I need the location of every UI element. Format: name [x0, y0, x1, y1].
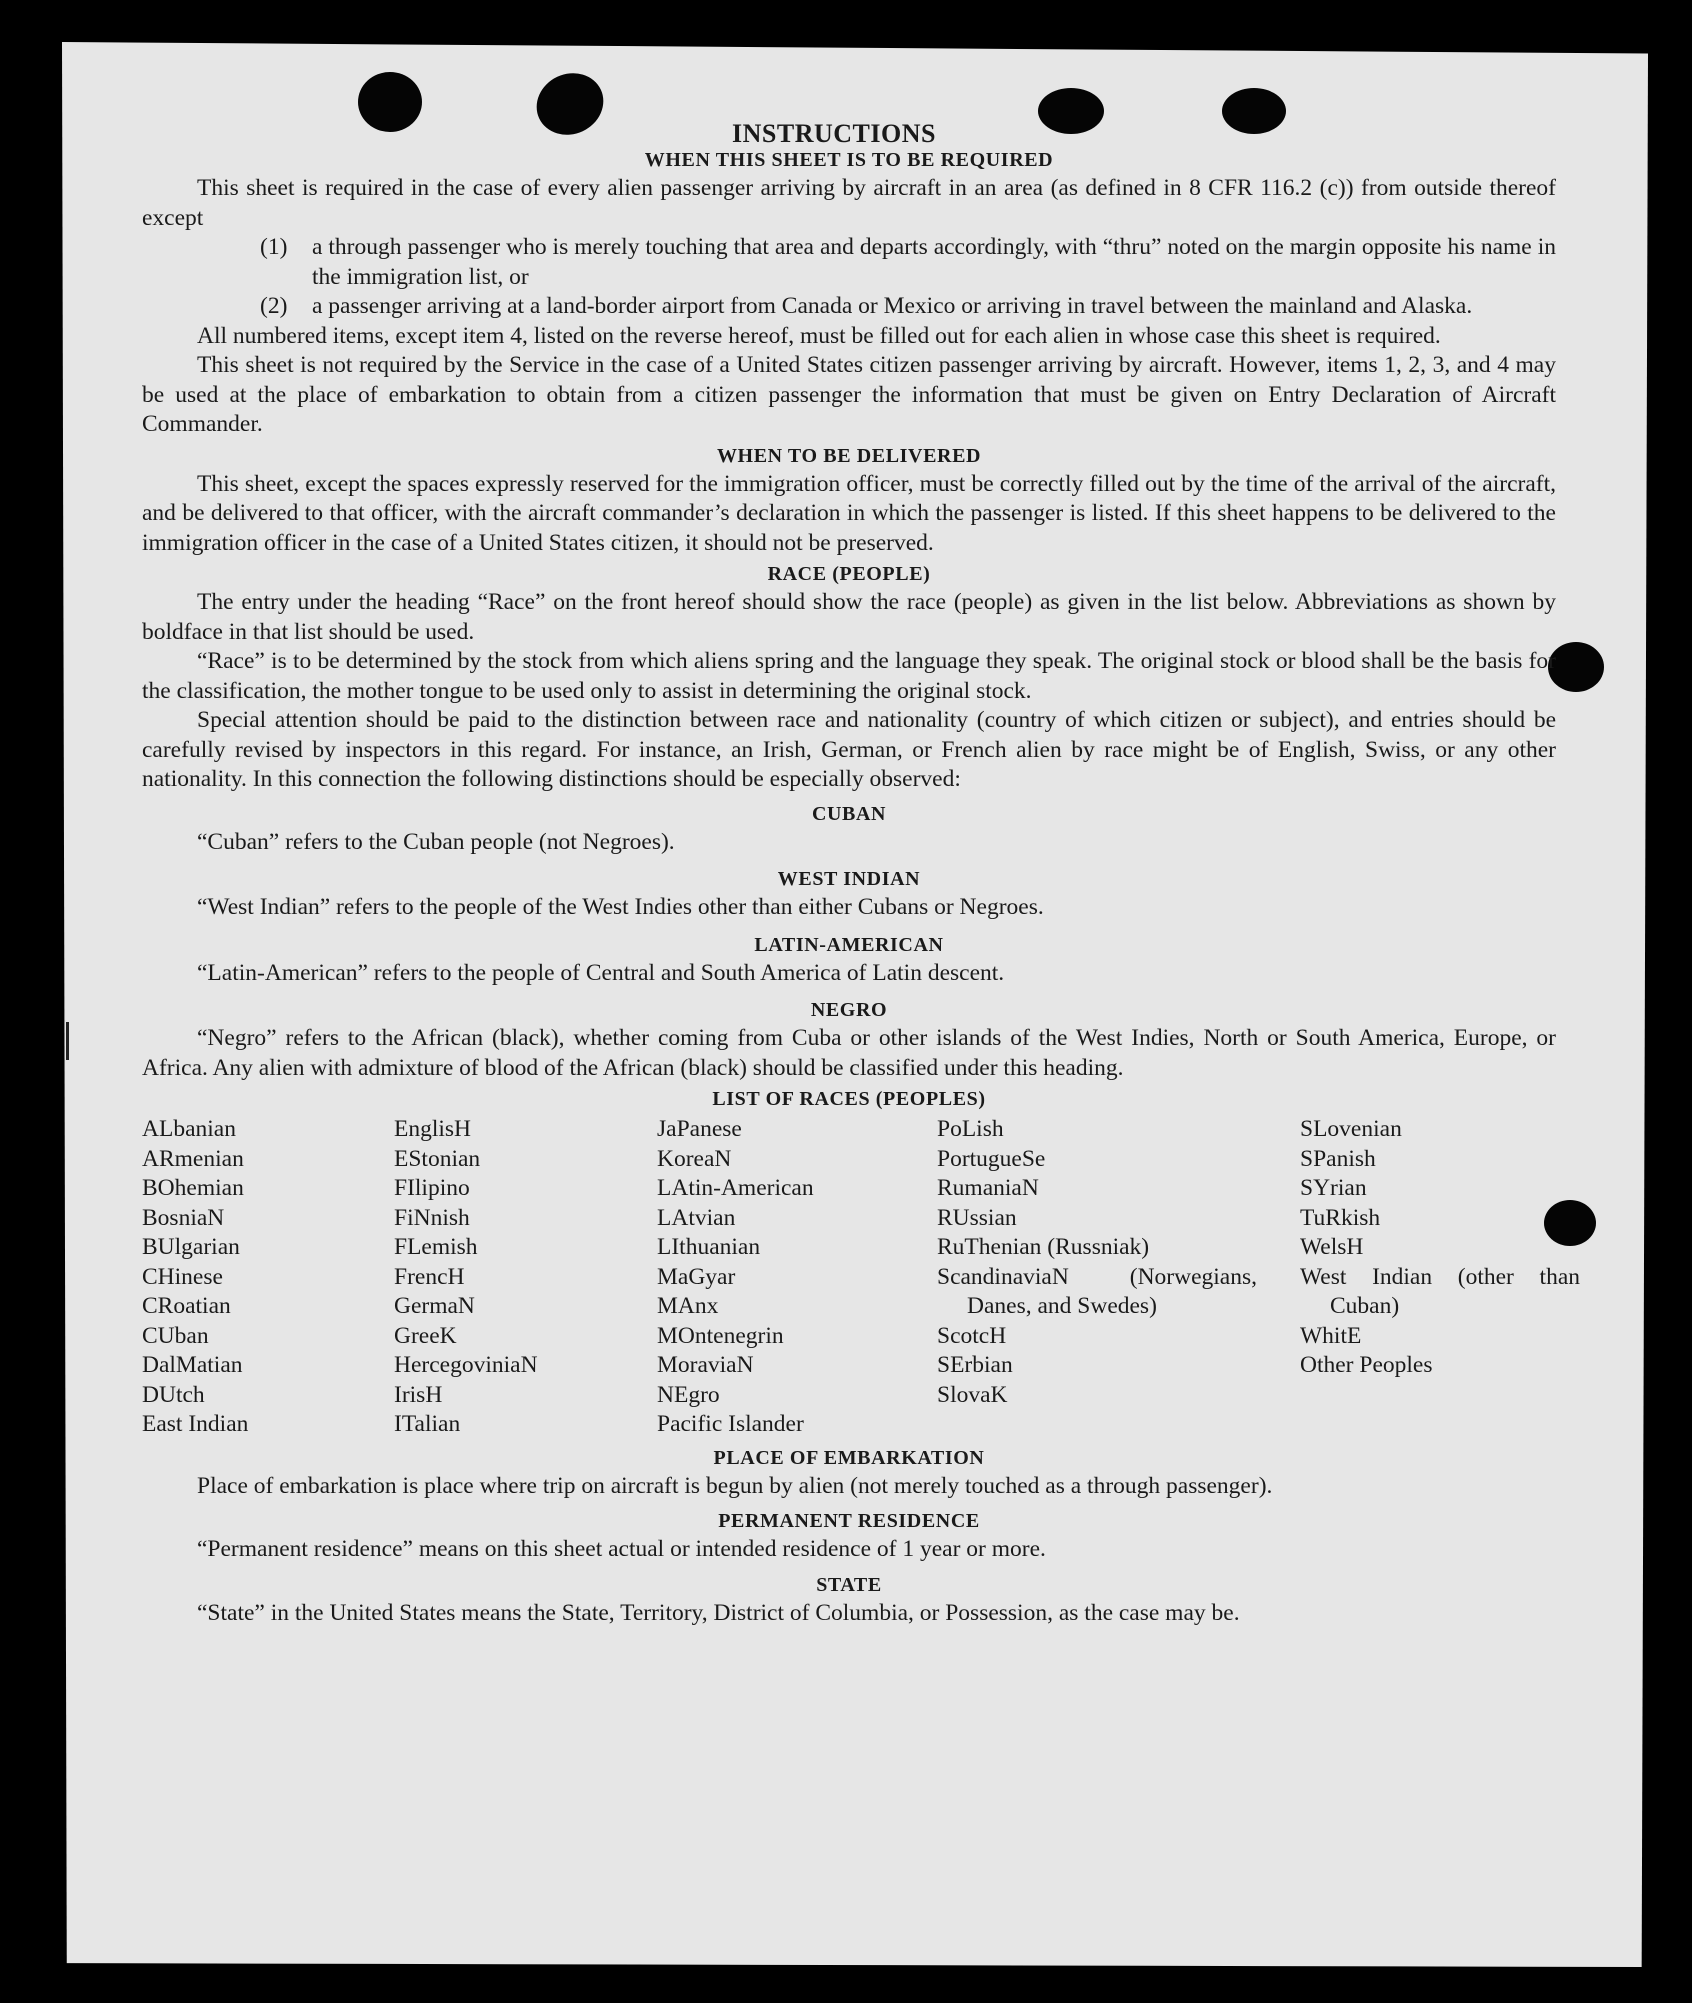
item-text: a through passenger who is merely touching that area and departs accordingly, with “thru” noted on the margin opposite his name in the immigration list, or: [312, 234, 1556, 290]
item-number: (2): [260, 293, 288, 319]
race-entry: LAtin-American: [657, 1175, 814, 1201]
heading-list-of-races: LIST OF RACES (PEOPLES): [712, 1088, 986, 1110]
race-entry: DalMatian: [142, 1352, 243, 1378]
paragraph: “West Indian” refers to the people of the West Indies other than either Cubans or Negroes.: [197, 894, 1044, 920]
heading-negro: NEGRO: [810, 999, 888, 1021]
heading-state: STATE: [816, 1573, 882, 1596]
race-entry: WhitE: [1300, 1322, 1362, 1349]
race-entry: ALbanian: [142, 1116, 236, 1142]
heading-latin-american: LATIN-AMERICAN: [754, 933, 944, 956]
paragraph: “Latin-American” refers to the people of Central and South America of Latin descent.: [197, 959, 1005, 986]
race-column: [657, 1115, 937, 1440]
race-entry: Pacific Islander: [657, 1411, 804, 1437]
race-entry: SErbian: [937, 1352, 1013, 1378]
race-entry: FrencH: [394, 1263, 465, 1290]
paragraph: This sheet is not required by the Service in the case of a United States citizen passenger arriving by aircraft. However, items 1, 2, 3, and 4 may be used at the place of embarkation to obtain from a citizen passenger the information that must be given on Entry Declaration of Aircraft Commander.: [142, 352, 1556, 437]
race-entry: RumaniaN: [937, 1175, 1039, 1201]
paragraph: This sheet is required in the case of every alien passenger arriving by aircraft in an area (as defined in 8 CFR 116.2 (c)) from outside thereof except: [142, 175, 1556, 231]
race-entry: HercegoviniaN: [394, 1352, 538, 1378]
heading-when-required: WHEN THIS SHEET IS TO BE REQUIRED: [644, 149, 1054, 171]
race-entry: PoLish: [937, 1116, 1004, 1142]
race-entry: SYrian: [1300, 1175, 1367, 1201]
race-entry: BosniaN: [142, 1204, 225, 1231]
race-entry: NEgro: [657, 1381, 720, 1408]
race-entry: GermaN: [394, 1293, 475, 1319]
punch-hole: [1548, 642, 1604, 692]
race-list: [142, 1115, 1580, 1440]
list-item: [142, 292, 1556, 322]
race-column: [142, 1115, 394, 1440]
paragraph: “Negro” refers to the African (black), whether coming from Cuba or other islands of the West Indies, North or South America, Europe, or Africa. Any alien with admixture of blood of the African (black) should be classified under this heading.: [142, 1025, 1556, 1081]
race-entry: FLemish: [394, 1234, 478, 1260]
paragraph: “State” in the United States means the State, Territory, District of Columbia, or Possession, as the case may be.: [197, 1599, 1240, 1626]
race-entry: BOhemian: [142, 1175, 244, 1201]
race-entry: CUban: [142, 1322, 209, 1349]
heading-place-of-embarkation: PLACE OF EMBARKATION: [713, 1446, 985, 1469]
race-entry: DUtch: [142, 1381, 205, 1408]
paragraph: “Permanent residence” means on this sheet actual or intended residence of 1 year or more.: [197, 1536, 1046, 1562]
heading-permanent-residence: PERMANENT RESIDENCE: [718, 1510, 980, 1532]
paragraph: Place of embarkation is place where trip on aircraft is begun by alien (not merely touched as a through passenger).: [197, 1472, 1273, 1499]
race-column: [937, 1115, 1300, 1440]
race-entry: East Indian: [142, 1411, 249, 1437]
race-entry: Other Peoples: [1300, 1352, 1433, 1378]
paragraph: Special attention should be paid to the distinction between race and nationality (country of which citizen or subject), and entries should be carefully revised by inspectors in this regard. For instance, an Irish, German, or French alien by race might be of English, Swiss, or any other nationality. In this connection the following distinctions should be especially observed:: [142, 707, 1556, 792]
race-column: [394, 1115, 657, 1440]
heading-cuban: CUBAN: [811, 802, 887, 825]
race-entry: MAnx: [657, 1293, 719, 1319]
margin-mark: [66, 1022, 69, 1060]
race-entry: SLovenian: [1300, 1116, 1402, 1142]
race-entry: MaGyar: [657, 1263, 736, 1290]
race-entry: EStonian: [394, 1145, 481, 1172]
race-entry: PortugueSe: [937, 1145, 1046, 1172]
race-entry: TuRkish: [1300, 1204, 1381, 1231]
paragraph: All numbered items, except item 4, listed on the reverse hereof, must be filled out for each alien in whose case this sheet is required.: [197, 322, 1441, 349]
race-entry: ScandinaviaN (Norwegians, Danes, and Swedes): [937, 1263, 1257, 1319]
heading-race: RACE (PEOPLE): [767, 563, 931, 585]
instructions-content: [142, 118, 1580, 1628]
paragraph: This sheet, except the spaces expressly reserved for the immigration officer, must be correctly filled out by the time of the arrival of the aircraft, and be delivered to that officer, with the aircraft commander’s declaration in which the passenger is listed. If this sheet happens to be delivered to the immigration officer in the case of a United States citizen, it should not be preserved.: [142, 470, 1556, 556]
race-entry: SPanish: [1300, 1145, 1376, 1172]
item-number: (1): [260, 234, 288, 260]
race-entry: CHinese: [142, 1263, 223, 1290]
race-entry: BUlgarian: [142, 1234, 240, 1260]
race-entry: JaPanese: [657, 1116, 742, 1142]
race-entry: EnglisH: [394, 1116, 472, 1142]
race-entry: WelsH: [1300, 1234, 1364, 1260]
race-entry: GreeK: [394, 1322, 457, 1349]
race-entry: SlovaK: [937, 1381, 1008, 1408]
race-column: [1300, 1115, 1580, 1440]
race-entry: FiNnish: [394, 1204, 470, 1231]
race-entry: West Indian (other than Cuban): [1300, 1263, 1580, 1319]
race-entry: ScotcH: [937, 1322, 1007, 1349]
paragraph: “Cuban” refers to the Cuban people (not Negroes).: [197, 828, 675, 855]
race-entry: IrisH: [394, 1381, 443, 1408]
paragraph: The entry under the heading “Race” on the front hereof should show the race (people) as given in the list below. Abbreviations as shown by boldface in that list should be used.: [142, 589, 1556, 645]
race-entry: ARmenian: [142, 1145, 244, 1172]
race-entry: CRoatian: [142, 1293, 231, 1319]
page-title: INSTRUCTIONS: [732, 119, 936, 148]
race-entry: ITalian: [394, 1411, 461, 1437]
race-entry: RUssian: [937, 1204, 1017, 1231]
race-entry: FIlipino: [394, 1175, 470, 1201]
race-entry: LAtvian: [657, 1204, 736, 1231]
item-text: a passenger arriving at a land-border airport from Canada or Mexico or arriving in travel between the mainland and Alaska.: [312, 293, 1473, 319]
race-entry: MoraviaN: [657, 1352, 754, 1378]
race-entry: RuThenian (Russniak): [937, 1234, 1150, 1260]
heading-when-delivered: WHEN TO BE DELIVERED: [716, 444, 982, 467]
race-entry: MOntenegrin: [657, 1322, 784, 1349]
paragraph: “Race” is to be determined by the stock from which aliens spring and the language they speak. The original stock or blood shall be the basis for the classification, the mother tongue to be used only to assist in determining the original stock.: [142, 648, 1556, 704]
heading-west-indian: WEST INDIAN: [777, 868, 921, 890]
race-entry: KoreaN: [657, 1145, 732, 1172]
race-entry: LIthuanian: [657, 1234, 761, 1260]
list-item: [142, 233, 1556, 292]
